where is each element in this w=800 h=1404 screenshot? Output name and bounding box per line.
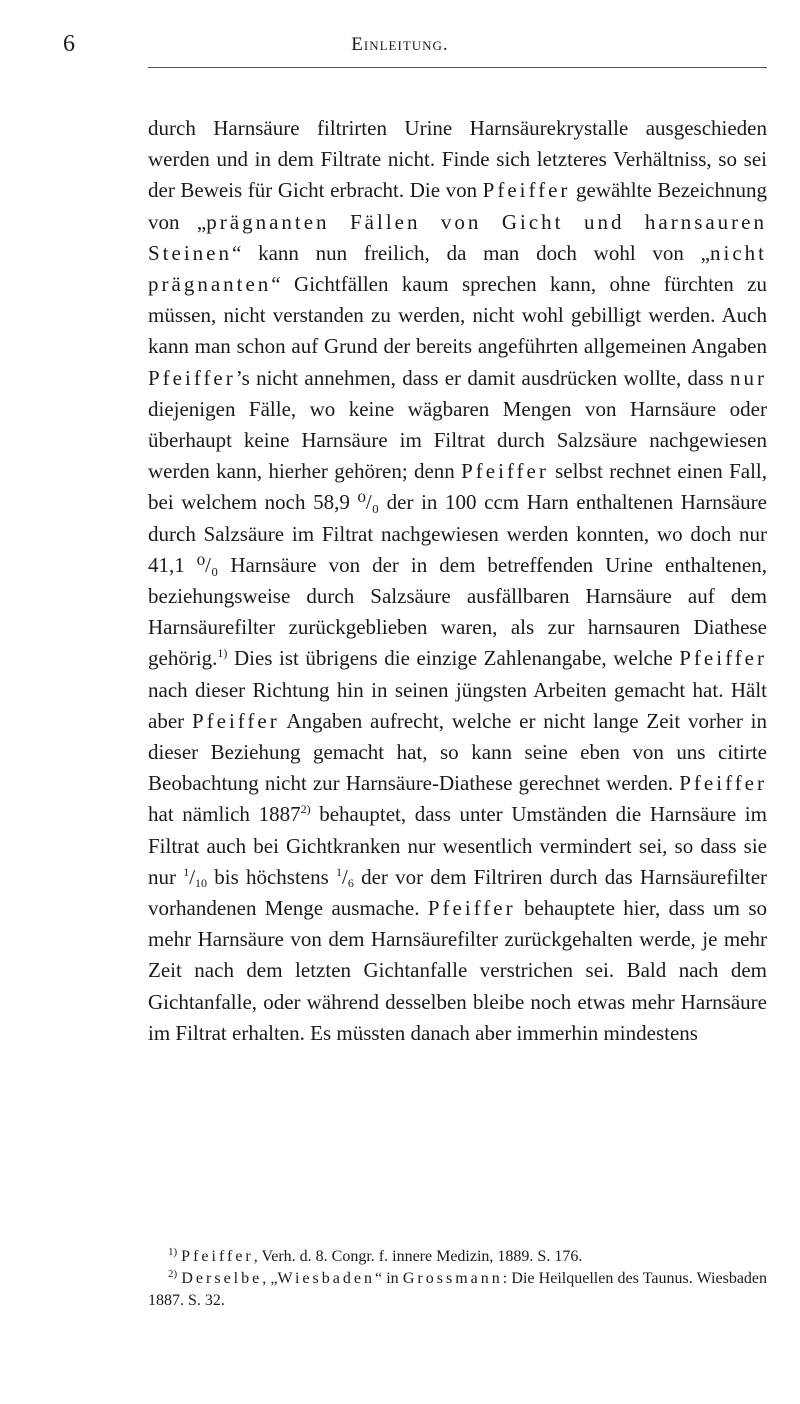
fraction-denominator: 10 <box>195 875 208 890</box>
text-segment: behauptete hier, dass um so mehr Harnsäure von dem Harnsäurefilter zurückgehalten werde, je mehr Zeit nach dem letzten Gichtanfalle verstrichen sei. Bald nach dem Gichtanfalle, oder während desselben bleibe noch etwas mehr Harnsäure im Filtrat erhalten. Es müssten danach aber immerhin mindestens <box>148 896 767 1045</box>
text-segment: Harnsäure von der in dem betreffenden Urine enthaltenen, beziehungsweise durch Salzsäure ausfällbaren Harnsäure auf dem Harnsäurefilter zurückgeblieben waren, als zur harnsauren Diathese gehörig. <box>148 552 767 671</box>
percent-sign: ⁰/₀ <box>357 490 380 515</box>
fraction-slash: / <box>342 864 348 889</box>
author-name-spaced: Pfeiffer <box>461 459 549 484</box>
text-segment: Angaben aufrecht, welche er nicht lange Zeit vorher in dieser Beziehung gemacht hat, so kann seine eben von uns citirte Beobachtung nicht zur Harnsäure-Diathese gerechnet werden. <box>148 708 767 796</box>
text-segment: behauptet, dass unter Umständen die Harnsäure im Filtrat auch bei Gichtkranken nur wesentlich vermindert sei, so dass sie nur <box>148 802 767 889</box>
page-number: 6 <box>63 31 75 57</box>
text-segment: selbst rechnet einen Fall, bei welchem noch 58,9 <box>148 459 768 515</box>
header-rule <box>148 67 767 68</box>
footnote-editor: Grossmann <box>402 1270 503 1287</box>
text-segment: diejenigen Fälle, wo keine wägbaren Mengen von Harnsäure oder überhaupt keine Harnsäure im Filtrat durch Salzsäure nachgewiesen werden kann, hierher gehören; denn <box>148 396 767 484</box>
footnote-1 <box>148 1246 767 1268</box>
text-segment: der vor dem Filtriren durch das Harnsäurefilter vorhandenen Menge ausmache. <box>148 864 768 921</box>
footnote-place: Wiesbaden <box>277 1270 375 1287</box>
text-segment: ’s nicht annehmen, dass er damit ausdrücken wollte, dass <box>235 365 730 390</box>
body-paragraph <box>148 113 767 1049</box>
author-name-spaced: Pfeiffer <box>679 771 767 796</box>
footnote-ref: 2) <box>300 802 311 817</box>
text-segment: hat nämlich 1887 <box>148 802 301 827</box>
footnote-ref: 1) <box>217 646 228 661</box>
footnote-marker: 2) <box>168 1268 178 1280</box>
footnote-text: “ in <box>374 1270 403 1287</box>
fraction <box>183 865 207 889</box>
text-segment: Dies ist übrigens die einzige Zahlenangabe, welche <box>227 646 680 671</box>
author-name-spaced: Pfeiffer <box>148 365 236 390</box>
fraction-numerator: 1 <box>336 864 343 879</box>
emphasis-spaced: nicht prägnanten <box>148 240 767 297</box>
footnote-author: Derselbe <box>181 1270 263 1287</box>
footnote-marker: 1) <box>168 1246 178 1258</box>
footnote-text: , „ <box>262 1270 278 1287</box>
text-segment: “ kann nun freilich, da man doch wohl von „ <box>232 240 710 265</box>
percent-sign: ⁰/₀ <box>196 552 219 577</box>
text-segment: “ Gichtfällen kaum sprechen kann, ohne fürchten zu müssen, nicht verstanden zu werden, nicht wohl gebilligt werden. Auch kann man schon auf Grund der bereits angeführten allgemeinen Angaben <box>148 272 767 359</box>
fraction-denominator: 6 <box>347 875 354 890</box>
footnote-text: : Die Heilquellen des Taunus. Wiesbaden 1887. S. 32. <box>148 1270 768 1309</box>
emphasis-spaced: prägnanten Fällen von Gicht und harnsauren Steinen <box>148 209 767 265</box>
fraction-slash: / <box>189 864 196 889</box>
text-segment: der in 100 ccm Harn enthaltenen Harnsäure durch Salzsäure im Filtrat nachgewiesen werden konnten, wo doch nur 41,1 <box>148 490 767 577</box>
fraction <box>336 865 354 889</box>
author-name-spaced: Pfeiffer <box>427 896 516 921</box>
fraction-numerator: 1 <box>183 864 190 879</box>
text-segment: nach dieser Richtung hin in seinen jüngsten Arbeiten gemacht hat. Hält aber <box>148 677 767 733</box>
footnote-author: Pfeiffer <box>181 1248 254 1265</box>
text-segment: gewählte Bezeichnung von „ <box>148 178 767 234</box>
text-segment: durch Harnsäure filtrirten Urine Harnsäurekrystalle ausgeschieden werden und in dem Filtrate nicht. Finde sich letzteres Verhältniss, so sei der Beweis für Gicht erbracht. Die von <box>148 116 767 203</box>
footnotes <box>148 1246 767 1312</box>
text-segment: bis höchstens <box>214 864 337 889</box>
emphasis-spaced: nur <box>730 365 767 390</box>
footnote-text: , Verh. d. 8. Congr. f. innere Medizin, 1889. S. 176. <box>253 1248 583 1265</box>
author-name-spaced: Pfeiffer <box>482 178 571 203</box>
running-head: Einleitung. <box>351 34 449 55</box>
author-name-spaced: Pfeiffer <box>191 708 280 733</box>
footnote-2 <box>148 1268 767 1312</box>
author-name-spaced: Pfeiffer <box>679 646 767 671</box>
